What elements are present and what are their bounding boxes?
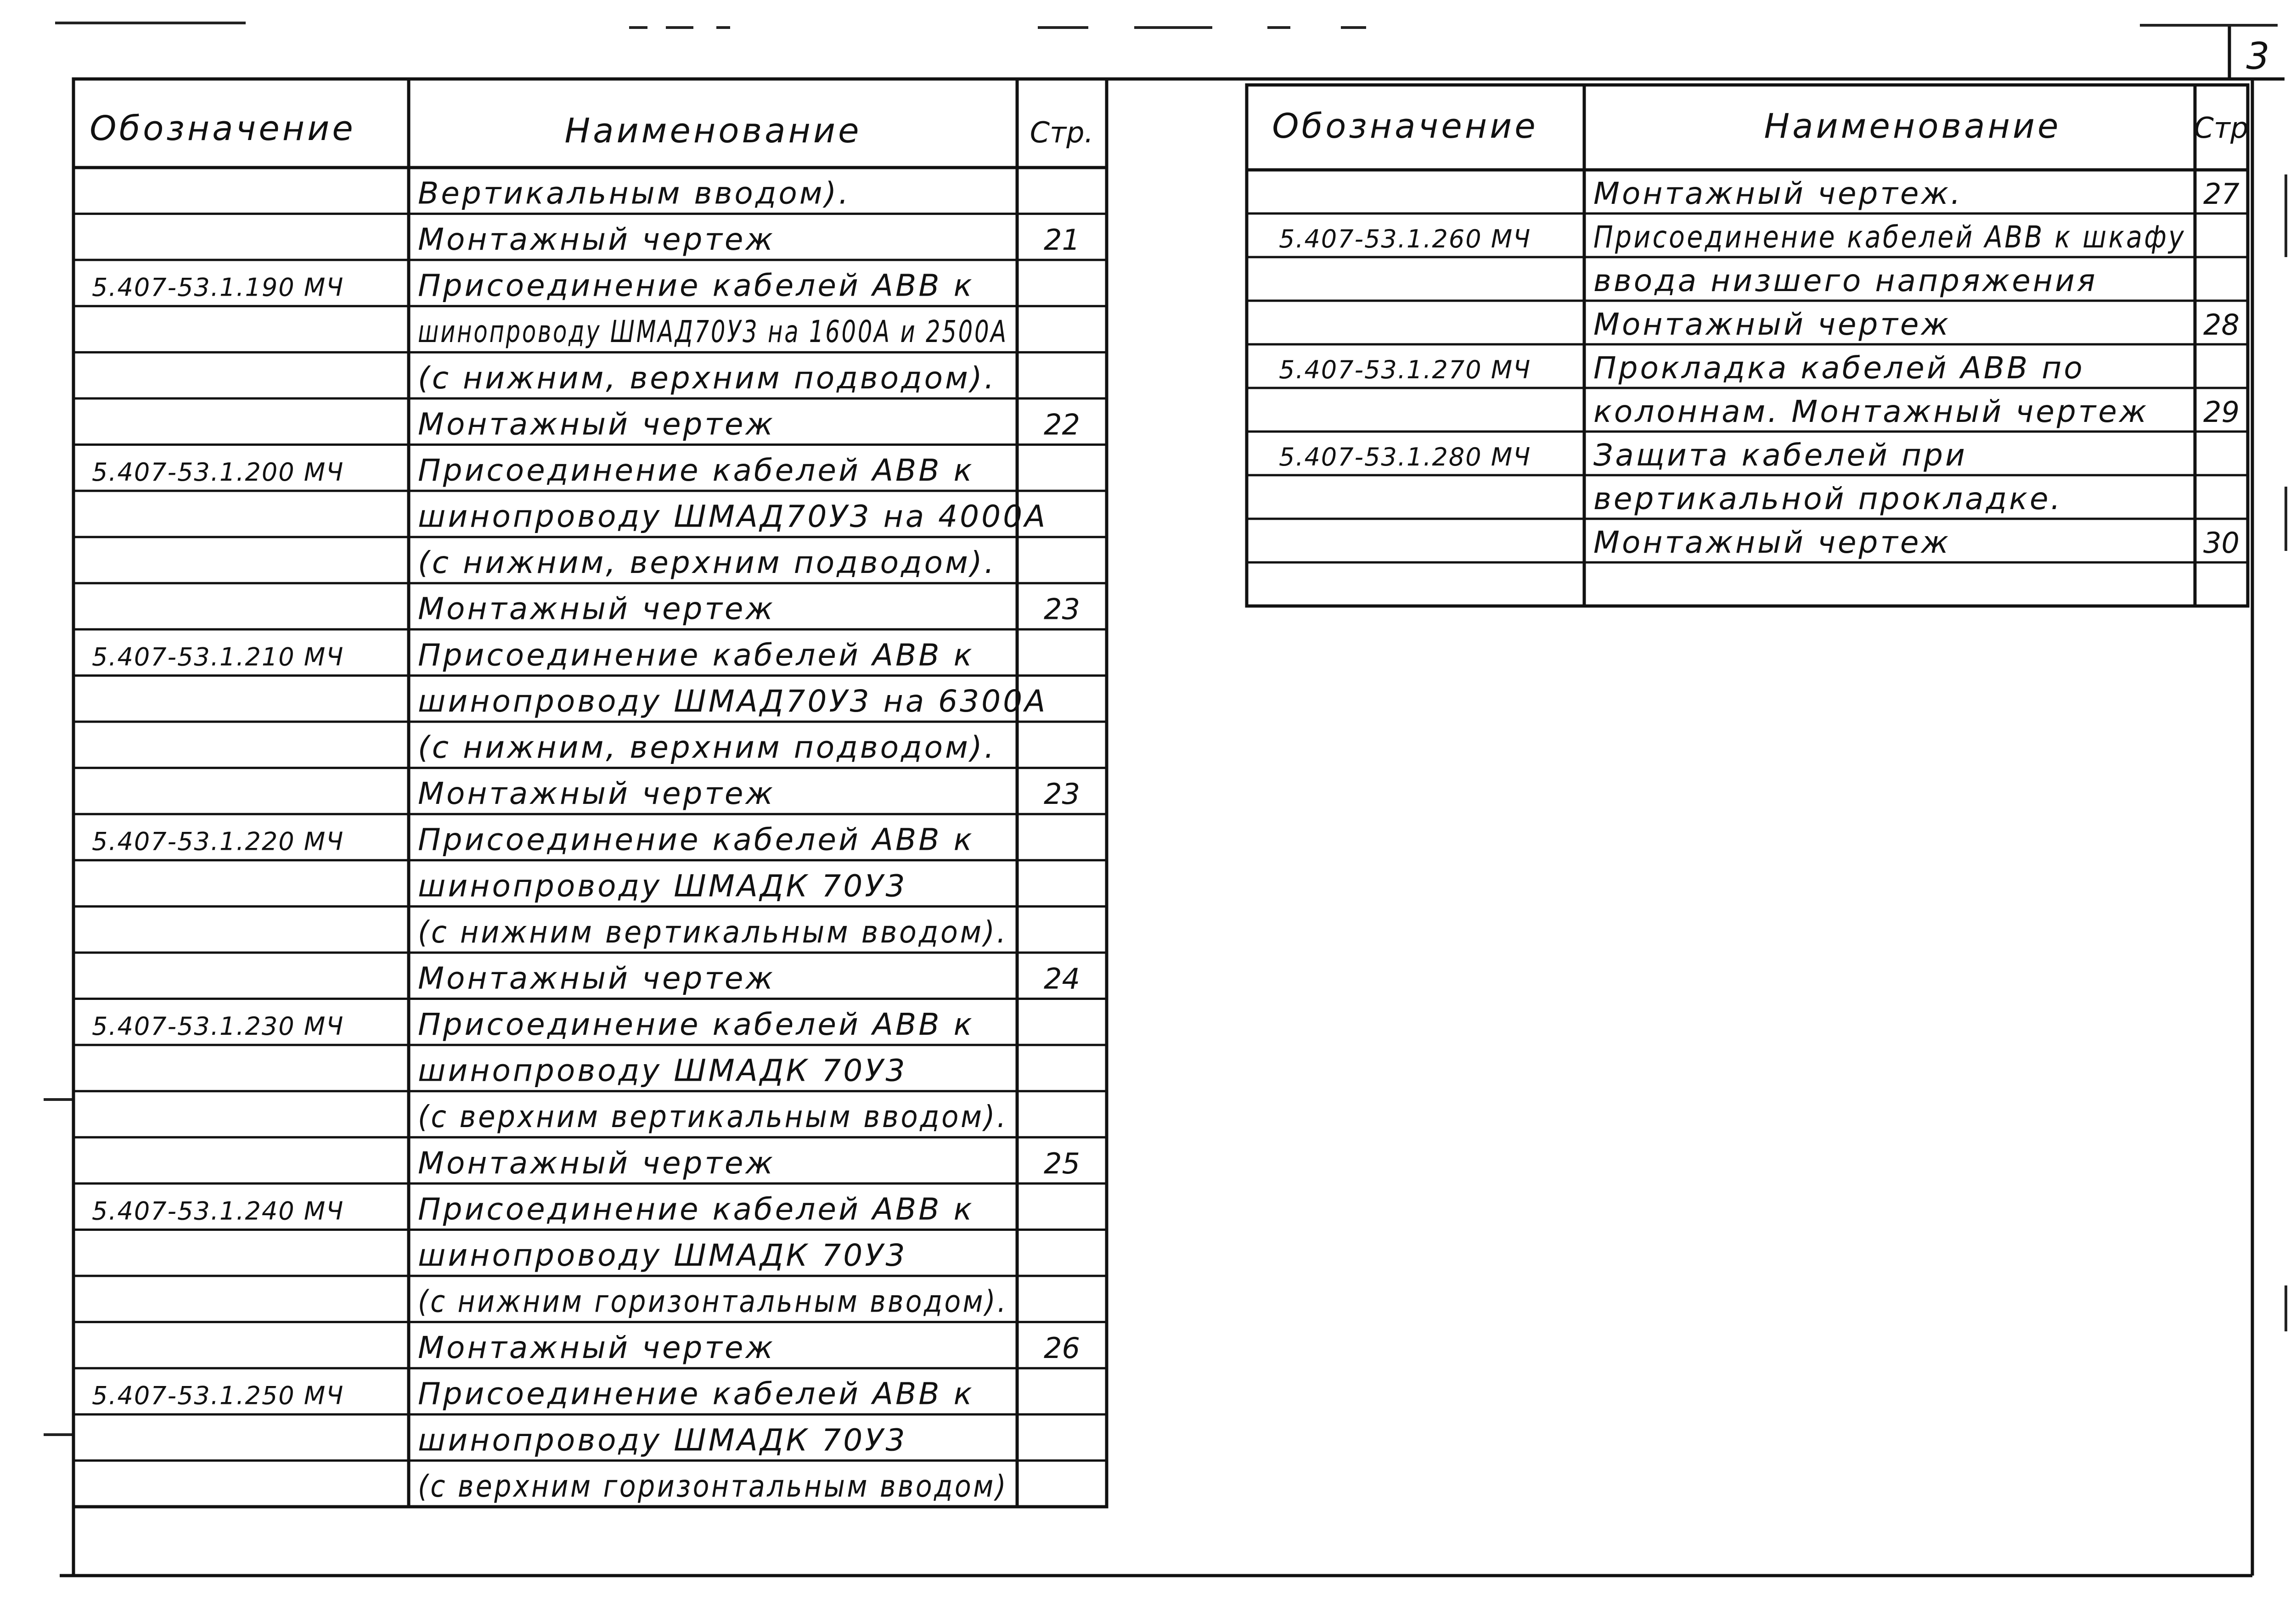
designation-cell: 5.407-53.1.220 МЧ (92, 827, 344, 856)
name-cell: Присоединение кабелей АВВ к (418, 1191, 974, 1227)
name-cell: Присоединение кабелей АВВ к (418, 1376, 974, 1412)
name-cell: Присоединение кабелей АВВ к (418, 637, 974, 673)
name-cell: (с верхним вертикальным вводом). (418, 1099, 1008, 1135)
table-row (92, 637, 974, 673)
page-cell: 24 (1044, 962, 1080, 996)
table-row (418, 499, 1047, 534)
name-cell: Монтажный чертеж (418, 776, 775, 812)
table-row (418, 360, 996, 396)
name-cell: Монтажный чертеж (1593, 307, 1951, 342)
name-cell: Присоединение кабелей АВВ к (418, 452, 974, 488)
table-row (418, 1238, 907, 1273)
table-row (418, 1284, 1008, 1319)
left-header-page: Стр. (1030, 116, 1094, 149)
designation-cell: 5.407-53.1.200 МЧ (92, 457, 344, 487)
table-row (92, 268, 974, 303)
designation-cell: 5.407-53.1.280 МЧ (1279, 443, 1531, 472)
name-cell: шинопроводу ШМАДК 70У3 (418, 868, 907, 904)
right-header-name: Наименование (1764, 107, 2061, 146)
name-cell: Присоединение кабелей АВВ к шкафу (1593, 219, 2186, 255)
table-row (1279, 219, 2186, 255)
name-cell: Защита кабелей при (1593, 438, 1967, 473)
table-row (418, 915, 1008, 950)
table-row (418, 729, 996, 765)
designation-cell: 5.407-53.1.240 МЧ (92, 1196, 344, 1226)
designation-cell: 5.407-53.1.230 МЧ (92, 1012, 344, 1041)
table-row (1279, 438, 1967, 473)
right-header-page: Стр (2194, 111, 2249, 145)
page-cell: 28 (2203, 308, 2240, 342)
sheet-number: 3 (2246, 35, 2273, 78)
page-cell: 23 (1044, 777, 1080, 811)
page-cell: 29 (2203, 395, 2240, 429)
page-cell: 27 (2203, 177, 2240, 211)
right-header-designation: Обозначение (1272, 107, 1538, 146)
page-cell: 22 (1044, 408, 1080, 442)
table-row (92, 1191, 974, 1227)
name-cell: Присоединение кабелей АВВ к (418, 822, 974, 858)
name-cell: колоннам. Монтажный чертеж (1593, 394, 2149, 430)
table-row (418, 684, 1047, 719)
name-cell: Монтажный чертеж (418, 222, 775, 258)
name-cell: Прокладка кабелей АВВ по (1593, 350, 2085, 386)
designation-cell: 5.407-53.1.210 МЧ (92, 642, 344, 672)
table-row (418, 1422, 907, 1458)
table-row (418, 1053, 907, 1089)
page-cell: 21 (1044, 223, 1080, 257)
table-row (92, 1007, 974, 1042)
name-cell: шинопроводу ШМАДК 70У3 (418, 1422, 907, 1458)
table-row (1593, 394, 2240, 429)
designation-cell: 5.407-53.1.190 МЧ (92, 273, 344, 302)
designation-cell: 5.407-53.1.250 МЧ (92, 1381, 344, 1410)
designation-cell: 5.407-53.1.260 МЧ (1279, 224, 1531, 254)
name-cell: шинопроводу ШМАДК 70У3 (418, 1053, 907, 1089)
name-cell: Монтажный чертеж (418, 960, 775, 996)
table-row (92, 453, 974, 488)
name-cell: (с нижним, верхним подводом). (418, 729, 996, 765)
name-cell: вертикальной прокладке. (1593, 481, 2063, 517)
table-row (418, 868, 907, 903)
name-cell: шинопроводу ШМАД70У3 на 6300А (418, 683, 1048, 719)
table-row (1593, 481, 2063, 516)
name-cell: (с нижним, верхним подводом). (418, 545, 996, 581)
designation-cell: 5.407-53.1.270 МЧ (1279, 355, 1531, 385)
page-cell: 30 (2203, 526, 2240, 560)
name-cell: шинопроводу ШМАД70У3 на 1600А и 2500А (418, 314, 1008, 350)
left-header-name: Наименование (564, 111, 862, 151)
table-row (92, 1376, 974, 1412)
name-cell: (с нижним горизонтальным вводом). (418, 1284, 1008, 1319)
name-cell: шинопроводу ШМАД70У3 на 4000А (418, 499, 1048, 534)
table-row (418, 175, 850, 211)
page-cell: 25 (1044, 1146, 1080, 1180)
table-row (418, 314, 1008, 349)
name-cell: Монтажный чертеж (418, 406, 775, 442)
name-cell: Присоединение кабелей АВВ к (418, 1007, 974, 1043)
page-cell: 23 (1044, 592, 1080, 626)
name-cell: (с нижним вертикальным вводом). (418, 914, 1008, 950)
name-cell: (с верхним горизонтальным вводом) (418, 1468, 1008, 1504)
left-header-designation: Обозначение (90, 109, 356, 148)
name-cell: шинопроводу ШМАДК 70У3 (418, 1237, 907, 1273)
table-row (1593, 263, 2098, 298)
name-cell: Монтажный чертеж (1593, 525, 1951, 561)
name-cell: Монтажный чертеж (418, 1330, 775, 1366)
name-cell: Вертикальным вводом). (418, 175, 851, 211)
table-row (1279, 350, 2085, 386)
table-row (418, 545, 996, 580)
table-row (92, 822, 974, 858)
name-cell: Присоединение кабелей АВВ к (418, 268, 974, 303)
table-row (418, 1099, 1008, 1134)
name-cell: Монтажный чертеж. (1593, 176, 1963, 212)
table-row (418, 1469, 1008, 1504)
name-cell: Монтажный чертеж (418, 591, 775, 627)
name-cell: (с нижним, верхним подводом). (418, 360, 996, 396)
page-cell: 26 (1044, 1331, 1080, 1365)
name-cell: ввода низшего напряжения (1593, 263, 2098, 299)
name-cell: Монтажный чертеж (418, 1145, 775, 1181)
